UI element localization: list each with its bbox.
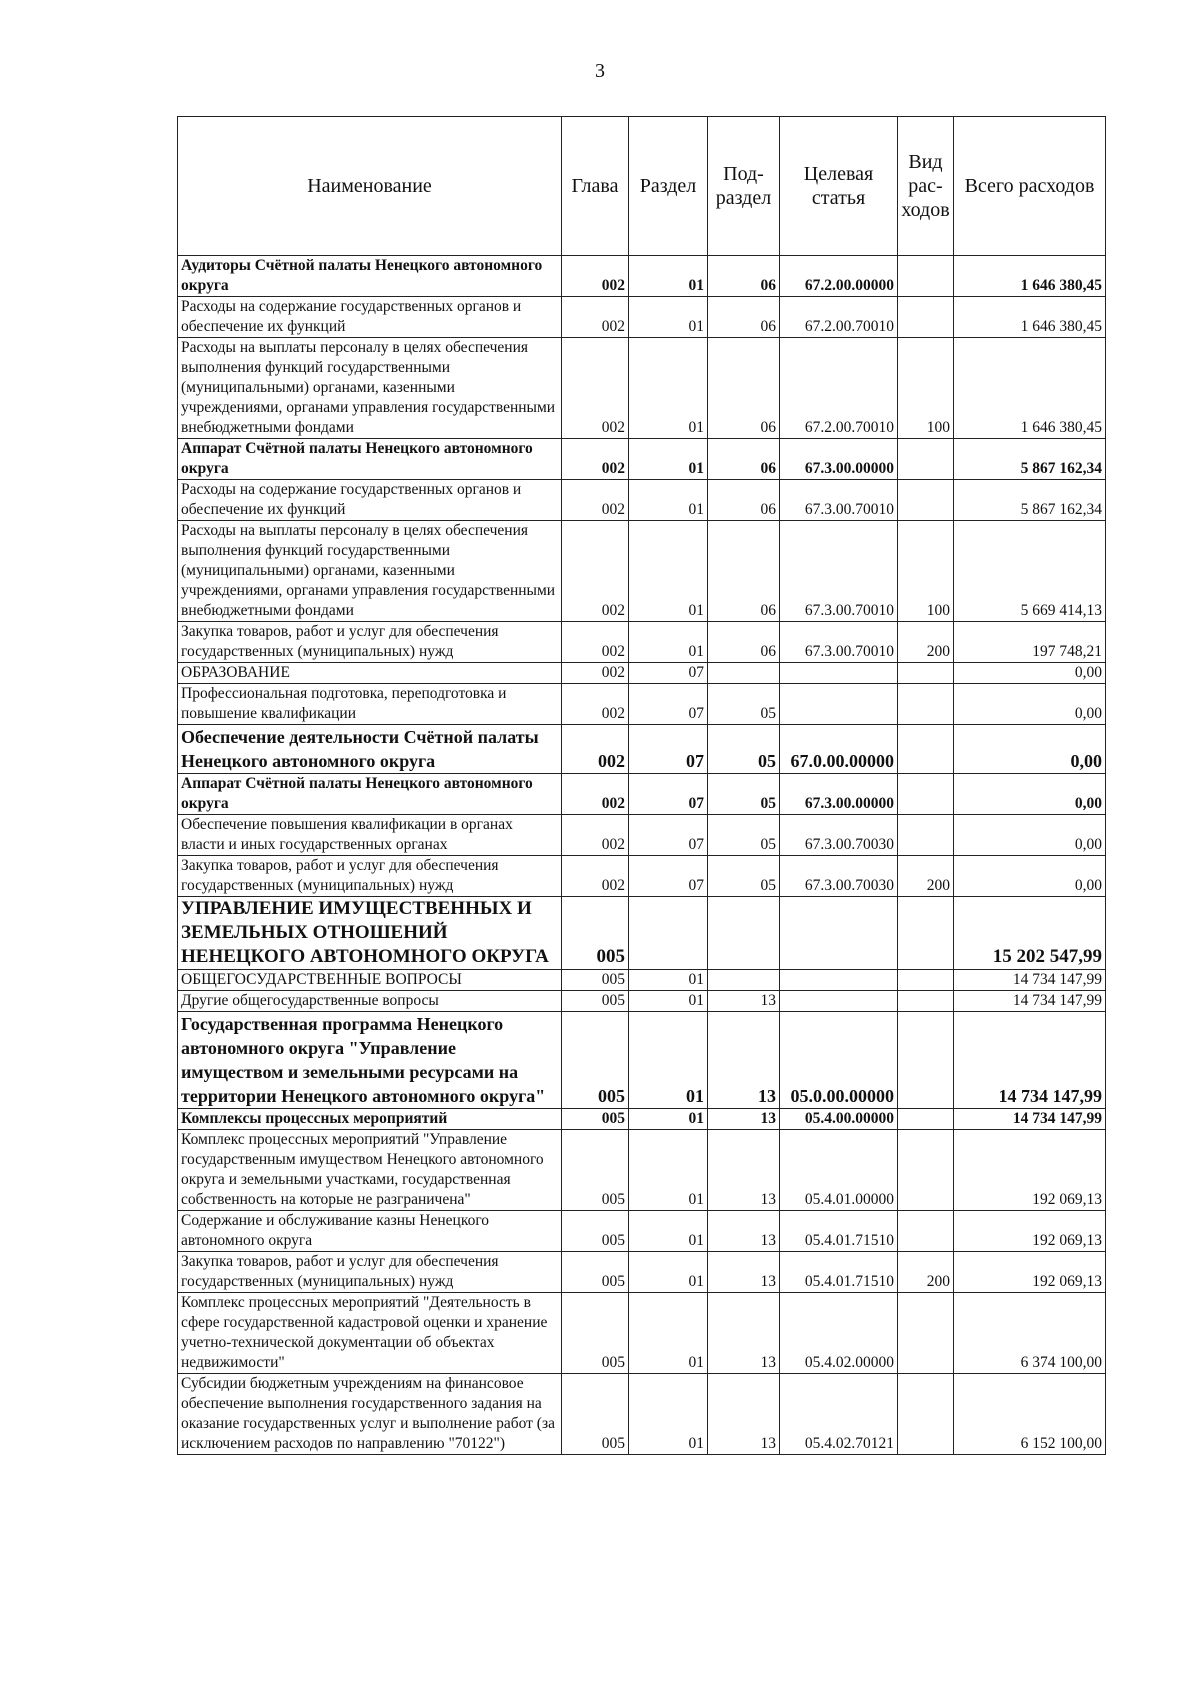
page-number: 3 (595, 60, 605, 82)
cell-target-article: 67.3.00.70030 (780, 856, 898, 897)
header-expense-type: Вид рас-ходов (898, 117, 954, 256)
cell-subsection: 06 (708, 439, 780, 480)
cell-subsection: 06 (708, 338, 780, 439)
cell-total: 192 069,13 (954, 1252, 1106, 1293)
cell-total: 14 734 147,99 (954, 1012, 1106, 1109)
cell-expense-type: 200 (898, 856, 954, 897)
cell-chapter: 002 (562, 856, 629, 897)
cell-target-article: 67.3.00.70010 (780, 622, 898, 663)
cell-target-article: 67.3.00.70010 (780, 480, 898, 521)
cell-total: 0,00 (954, 684, 1106, 725)
cell-name: Комплекс процессных мероприятий "Деятельность в сфере государственной кадастровой оценки и хранение учетно-технической документации об объектах недвижимости" (178, 1293, 562, 1374)
table-row (178, 663, 1106, 684)
table-row (178, 521, 1106, 622)
cell-expense-type (898, 684, 954, 725)
cell-chapter: 005 (562, 991, 629, 1012)
table-row (178, 774, 1106, 815)
cell-section: 01 (629, 297, 708, 338)
cell-expense-type: 100 (898, 521, 954, 622)
cell-total: 6 152 100,00 (954, 1374, 1106, 1455)
cell-name: УПРАВЛЕНИЕ ИМУЩЕСТВЕННЫХ И ЗЕМЕЛЬНЫХ ОТНОШЕНИЙ НЕНЕЦКОГО АВТОНОМНОГО ОКРУГА (178, 897, 562, 970)
table-row (178, 1293, 1106, 1374)
cell-name: Другие общегосударственные вопросы (178, 991, 562, 1012)
cell-expense-type (898, 1130, 954, 1211)
cell-target-article: 05.4.01.71510 (780, 1252, 898, 1293)
cell-subsection: 13 (708, 991, 780, 1012)
cell-total: 5 867 162,34 (954, 480, 1106, 521)
cell-expense-type (898, 480, 954, 521)
cell-name: Обеспечение деятельности Счётной палаты Ненецкого автономного округа (178, 725, 562, 774)
cell-expense-type (898, 897, 954, 970)
cell-subsection: 06 (708, 480, 780, 521)
cell-total: 197 748,21 (954, 622, 1106, 663)
cell-target-article: 67.2.00.70010 (780, 297, 898, 338)
cell-chapter: 002 (562, 521, 629, 622)
cell-name: Аппарат Счётной палаты Ненецкого автономного округа (178, 439, 562, 480)
cell-target-article: 05.4.01.00000 (780, 1130, 898, 1211)
cell-expense-type: 200 (898, 622, 954, 663)
cell-expense-type (898, 1109, 954, 1130)
cell-total: 14 734 147,99 (954, 991, 1106, 1012)
cell-expense-type (898, 725, 954, 774)
header-name: Наименование (178, 117, 562, 256)
cell-section: 07 (629, 774, 708, 815)
cell-expense-type (898, 991, 954, 1012)
budget-table (177, 116, 1106, 1455)
cell-expense-type (898, 815, 954, 856)
cell-name: Комплекс процессных мероприятий "Управление государственным имуществом Ненецкого автономного округа и земельными участками, государственная собственность на которые не разграничена" (178, 1130, 562, 1211)
cell-subsection: 13 (708, 1293, 780, 1374)
cell-chapter: 002 (562, 684, 629, 725)
cell-name: Государственная программа Ненецкого автономного округа "Управление имуществом и земельными ресурсами на территории Ненецкого автономного округа" (178, 1012, 562, 1109)
table-row (178, 991, 1106, 1012)
cell-expense-type (898, 297, 954, 338)
cell-subsection: 13 (708, 1130, 780, 1211)
cell-section: 01 (629, 521, 708, 622)
cell-subsection: 13 (708, 1374, 780, 1455)
cell-name: ОБРАЗОВАНИЕ (178, 663, 562, 684)
cell-expense-type (898, 1293, 954, 1374)
table-row (178, 897, 1106, 970)
cell-name: Закупка товаров, работ и услуг для обеспечения государственных (муниципальных) нужд (178, 856, 562, 897)
cell-chapter: 005 (562, 1211, 629, 1252)
cell-total: 6 374 100,00 (954, 1293, 1106, 1374)
cell-subsection: 13 (708, 1012, 780, 1109)
table-row (178, 622, 1106, 663)
table-row (178, 970, 1106, 991)
header-total: Всего расходов (954, 117, 1106, 256)
cell-total: 0,00 (954, 856, 1106, 897)
cell-target-article (780, 684, 898, 725)
cell-section: 01 (629, 1109, 708, 1130)
cell-chapter: 005 (562, 1252, 629, 1293)
cell-name: Профессиональная подготовка, переподготовка и повышение квалификации (178, 684, 562, 725)
cell-subsection (708, 897, 780, 970)
cell-subsection: 05 (708, 815, 780, 856)
table-body (178, 256, 1106, 1455)
cell-chapter: 002 (562, 439, 629, 480)
cell-total: 15 202 547,99 (954, 897, 1106, 970)
cell-section: 01 (629, 970, 708, 991)
cell-chapter: 005 (562, 897, 629, 970)
cell-name: Расходы на выплаты персоналу в целях обеспечения выполнения функций государственными (муниципальными) органами, казенными учреждениями, органами управления государственными внебюджетными фондами (178, 338, 562, 439)
cell-target-article: 05.4.02.00000 (780, 1293, 898, 1374)
cell-subsection: 13 (708, 1211, 780, 1252)
cell-chapter: 005 (562, 1374, 629, 1455)
cell-subsection (708, 663, 780, 684)
table-row (178, 338, 1106, 439)
cell-expense-type (898, 439, 954, 480)
cell-chapter: 002 (562, 256, 629, 297)
table-row (178, 1130, 1106, 1211)
table-row (178, 480, 1106, 521)
cell-target-article (780, 663, 898, 684)
cell-section: 01 (629, 480, 708, 521)
cell-section: 01 (629, 338, 708, 439)
cell-target-article: 67.2.00.00000 (780, 256, 898, 297)
cell-total: 1 646 380,45 (954, 256, 1106, 297)
cell-expense-type: 200 (898, 1252, 954, 1293)
cell-chapter: 005 (562, 970, 629, 991)
cell-target-article: 05.4.00.00000 (780, 1109, 898, 1130)
cell-target-article: 67.0.00.00000 (780, 725, 898, 774)
cell-target-article: 05.4.02.70121 (780, 1374, 898, 1455)
table-row (178, 815, 1106, 856)
cell-name: Обеспечение повышения квалификации в органах власти и иных государственных органах (178, 815, 562, 856)
cell-name: Расходы на содержание государственных органов и обеспечение их функций (178, 297, 562, 338)
cell-chapter: 002 (562, 622, 629, 663)
cell-chapter: 005 (562, 1293, 629, 1374)
cell-name: Комплексы процессных мероприятий (178, 1109, 562, 1130)
cell-section: 07 (629, 725, 708, 774)
cell-chapter: 002 (562, 663, 629, 684)
header-target-article: Целевая статья (780, 117, 898, 256)
table-row (178, 439, 1106, 480)
cell-subsection: 05 (708, 856, 780, 897)
cell-target-article: 05.0.00.00000 (780, 1012, 898, 1109)
cell-subsection: 06 (708, 622, 780, 663)
cell-target-article: 67.3.00.70010 (780, 521, 898, 622)
cell-section: 01 (629, 1130, 708, 1211)
cell-section: 01 (629, 1252, 708, 1293)
cell-chapter: 002 (562, 815, 629, 856)
cell-total: 0,00 (954, 725, 1106, 774)
cell-name: Закупка товаров, работ и услуг для обеспечения государственных (муниципальных) нужд (178, 1252, 562, 1293)
cell-total: 0,00 (954, 774, 1106, 815)
table-row (178, 256, 1106, 297)
cell-subsection (708, 970, 780, 991)
cell-chapter: 002 (562, 725, 629, 774)
cell-section: 07 (629, 815, 708, 856)
cell-chapter: 005 (562, 1130, 629, 1211)
cell-expense-type (898, 663, 954, 684)
cell-section: 01 (629, 256, 708, 297)
cell-name: Закупка товаров, работ и услуг для обеспечения государственных (муниципальных) нужд (178, 622, 562, 663)
cell-subsection: 05 (708, 684, 780, 725)
cell-section: 01 (629, 439, 708, 480)
cell-section: 07 (629, 856, 708, 897)
table-row (178, 725, 1106, 774)
cell-name: Расходы на выплаты персоналу в целях обеспечения выполнения функций государственными (муниципальными) органами, казенными учреждениями, органами управления государственными внебюджетными фондами (178, 521, 562, 622)
table-row (178, 1012, 1106, 1109)
cell-subsection: 06 (708, 521, 780, 622)
cell-subsection: 05 (708, 774, 780, 815)
cell-target-article: 67.2.00.70010 (780, 338, 898, 439)
cell-section: 01 (629, 1211, 708, 1252)
cell-total: 0,00 (954, 815, 1106, 856)
cell-target-article (780, 991, 898, 1012)
cell-section: 01 (629, 1293, 708, 1374)
cell-target-article: 67.3.00.00000 (780, 439, 898, 480)
cell-name: Аудиторы Счётной палаты Ненецкого автономного округа (178, 256, 562, 297)
cell-target-article: 67.3.00.00000 (780, 774, 898, 815)
cell-section: 01 (629, 1374, 708, 1455)
cell-chapter: 005 (562, 1109, 629, 1130)
table-row (178, 1109, 1106, 1130)
cell-total: 192 069,13 (954, 1211, 1106, 1252)
cell-target-article (780, 897, 898, 970)
cell-total: 5 669 414,13 (954, 521, 1106, 622)
cell-subsection: 13 (708, 1252, 780, 1293)
cell-total: 14 734 147,99 (954, 970, 1106, 991)
cell-chapter: 002 (562, 338, 629, 439)
cell-expense-type (898, 1012, 954, 1109)
table-row (178, 1211, 1106, 1252)
cell-total: 0,00 (954, 663, 1106, 684)
cell-expense-type (898, 1211, 954, 1252)
cell-total: 192 069,13 (954, 1130, 1106, 1211)
cell-expense-type (898, 1374, 954, 1455)
cell-chapter: 005 (562, 1012, 629, 1109)
cell-section: 07 (629, 663, 708, 684)
cell-section: 01 (629, 622, 708, 663)
cell-expense-type: 100 (898, 338, 954, 439)
table-row (178, 297, 1106, 338)
cell-section: 01 (629, 1012, 708, 1109)
cell-subsection: 05 (708, 725, 780, 774)
cell-name: Содержание и обслуживание казны Ненецкого автономного округа (178, 1211, 562, 1252)
table-header-row (178, 117, 1106, 256)
cell-total: 1 646 380,45 (954, 338, 1106, 439)
cell-chapter: 002 (562, 297, 629, 338)
cell-subsection: 06 (708, 297, 780, 338)
cell-chapter: 002 (562, 774, 629, 815)
cell-target-article (780, 970, 898, 991)
header-subsection: Под-раздел (708, 117, 780, 256)
header-section: Раздел (629, 117, 708, 256)
cell-total: 1 646 380,45 (954, 297, 1106, 338)
cell-expense-type (898, 774, 954, 815)
cell-chapter: 002 (562, 480, 629, 521)
table-row (178, 684, 1106, 725)
table-row (178, 1374, 1106, 1455)
cell-name: Субсидии бюджетным учреждениям на финансовое обеспечение выполнения государственного задания на оказание государственных услуг и выполнение работ (за исключением расходов по направлению "70122") (178, 1374, 562, 1455)
table-row (178, 856, 1106, 897)
cell-total: 5 867 162,34 (954, 439, 1106, 480)
cell-expense-type (898, 256, 954, 297)
cell-target-article: 05.4.01.71510 (780, 1211, 898, 1252)
cell-total: 14 734 147,99 (954, 1109, 1106, 1130)
cell-section (629, 897, 708, 970)
table-row (178, 1252, 1106, 1293)
cell-section: 01 (629, 991, 708, 1012)
cell-section: 07 (629, 684, 708, 725)
cell-expense-type (898, 970, 954, 991)
cell-name: Аппарат Счётной палаты Ненецкого автономного округа (178, 774, 562, 815)
cell-subsection: 06 (708, 256, 780, 297)
header-chapter: Глава (562, 117, 629, 256)
cell-name: Расходы на содержание государственных органов и обеспечение их функций (178, 480, 562, 521)
cell-name: ОБЩЕГОСУДАРСТВЕННЫЕ ВОПРОСЫ (178, 970, 562, 991)
cell-subsection: 13 (708, 1109, 780, 1130)
cell-target-article: 67.3.00.70030 (780, 815, 898, 856)
